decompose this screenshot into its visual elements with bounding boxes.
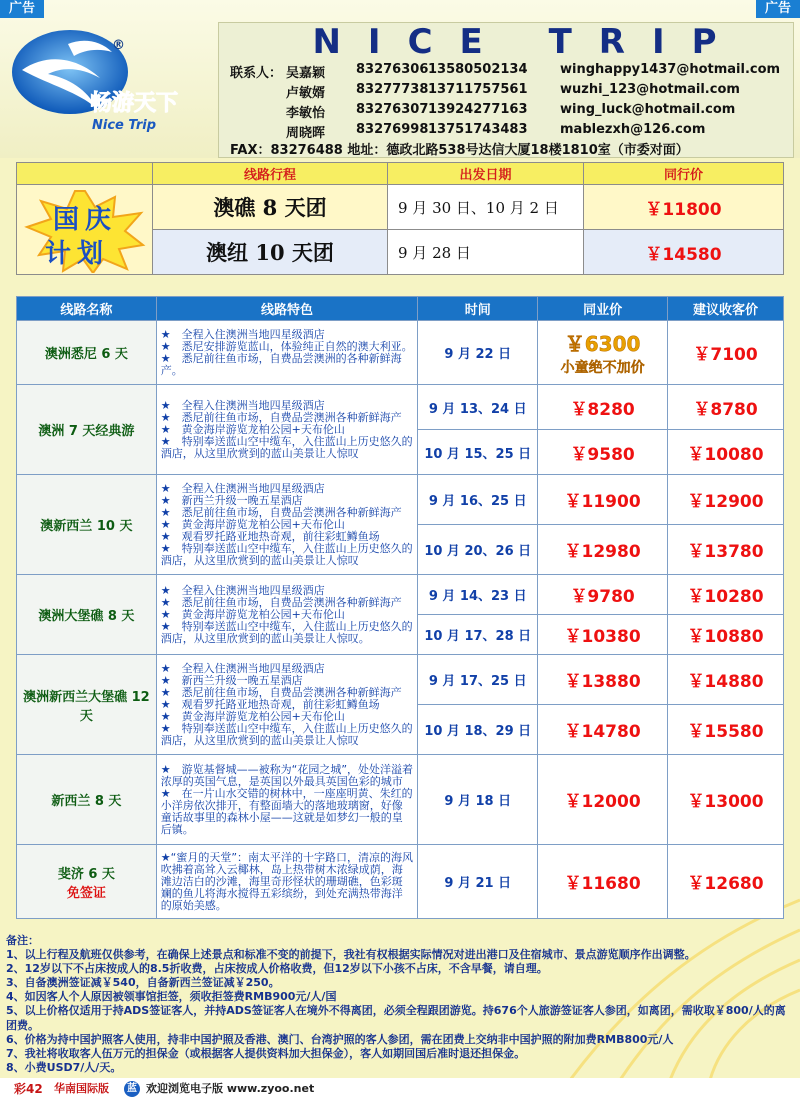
national-day-table (16, 162, 784, 275)
route-name-cell (17, 475, 157, 575)
feature-item: ★ 特别奉送蓝山空中缆车，入住蓝山上历史悠久的酒店，从这里欣赏到的蓝山美景让人惊叹 (160, 434, 413, 460)
departure-time: 10 月 17、28 日 (418, 615, 538, 655)
trade-price: ￥14780 (538, 705, 668, 755)
departure-time: 9 月 18 日 (418, 755, 538, 845)
departure-time: 9 月 17、25 日 (418, 655, 538, 705)
feature-item: ★ 黄金海岸游览龙柏公园+天布伦山 (160, 709, 345, 723)
contact-name: 周晓晖 (286, 126, 326, 141)
route-name: 新西兰 8 天 (51, 794, 122, 809)
trade-price: ￥9780 (538, 575, 668, 615)
feature-item: ★ 悉尼前往鱼市场，自费品尝澳洲的各种新鲜海产。 (160, 351, 402, 377)
route-name-cell (17, 655, 157, 755)
departure-time: 9 月 22 日 (418, 321, 538, 385)
contact-tel: 83276307 (356, 102, 429, 117)
nd-route-1: 澳礁 8 天团 (153, 185, 388, 230)
departure-time: 10 月 20、26 日 (418, 525, 538, 575)
header-date: 出发日期 (388, 163, 584, 185)
feature-item: ★ 黄金海岸游览龙柏公园+天布伦山 (160, 422, 345, 436)
nd-price-2: ￥14580 (584, 230, 784, 275)
contact-mobile: 13924277163 (428, 102, 528, 117)
note-item: 7、我社将收取客人伍万元的担保金（或根据客人提供资料加大担保金），客人如期回国后准时退还担保金。 (6, 1046, 526, 1060)
contact-name: 李敏怡 (286, 106, 326, 121)
feature-item: ★ 黄金海岸游览龙柏公园+天布伦山 (160, 517, 345, 531)
retail-price: ￥12680 (668, 845, 784, 919)
notes-title: 备注： (6, 934, 39, 947)
footer-logo: 蓝 (124, 1081, 140, 1097)
page-footer (0, 1078, 800, 1100)
route-name: 斐济 6 天 (57, 866, 115, 882)
feature-item: ★ 黄金海岸游览龙柏公园+天布伦山 (160, 607, 345, 621)
route-name-cell (17, 845, 157, 919)
feature-item: ★ 全程入住澳洲当地四星级酒店 (160, 327, 325, 341)
brand-name-sub: Nice Trip (92, 118, 156, 133)
note-item: 1、以上行程及航班仅供参考，在确保上述景点和标准不变的前提下，我社有权根据实际情况对进出港口及住宿城市、景点游览顺序作出调整。 (6, 948, 696, 962)
contact-tel: 83276306 (356, 62, 429, 77)
trade-price: ￥6300 (564, 332, 641, 356)
header-price: 同行价 (584, 163, 784, 185)
nd-date-1: 9 月 30 日、10 月 2 日 (388, 185, 584, 230)
contact-row (230, 122, 790, 141)
feature-item: ★ 特别奉送蓝山空中缆车，入住蓝山上历史悠久的酒店，从这里欣赏到的蓝山美景让人惊叹 (160, 541, 413, 567)
badge-line-2: 计划 (45, 239, 110, 269)
trade-price: ￥13880 (538, 655, 668, 705)
route-name: 澳洲大堡礁 8 天 (38, 609, 135, 624)
table-row (17, 385, 784, 430)
contact-email[interactable]: wuzhi_123@hotmail.com (560, 82, 740, 97)
trade-price: ￥12000 (538, 755, 668, 845)
departure-time: 9 月 21 日 (418, 845, 538, 919)
feature-item: ★ 观看罗托路亚地热奇观，前往彩虹鳟鱼场 (160, 697, 380, 711)
table-row (17, 755, 784, 845)
feature-item: ★ 全程入住澳洲当地四星级酒店 (160, 398, 325, 412)
feature-item: ★ 悉尼安排游览蓝山，体验纯正自然的澳大利亚。 (160, 339, 413, 353)
national-day-badge (17, 185, 153, 275)
route-features (156, 475, 418, 575)
trade-price: ￥9580 (538, 430, 668, 475)
badge-line-1: 国庆 (53, 205, 118, 235)
table-row (17, 845, 784, 919)
note-item: 8、小费USD7/人/天。 (6, 1060, 122, 1074)
footer-text: 欢迎浏览电子版 www.zyoo.net (146, 1082, 315, 1095)
contact-row (230, 82, 790, 101)
header-time: 时间 (418, 297, 538, 321)
contact-email[interactable]: wing_luck@hotmail.com (560, 102, 736, 117)
notes-section (6, 934, 796, 1075)
nd-date-2: 9 月 28 日 (388, 230, 584, 275)
feature-item: ★ 在一片山水交错的树林中，一座座明黄、朱红的小洋房依次排开，有整面墙大的落地玻璃窗，好像童话故事里的森林小屋——这就是如梦幻一般的皇后镇。 (160, 786, 413, 836)
feature-item: ★ 悉尼前往鱼市场，自费品尝澳洲各种新鲜海产 (160, 410, 402, 424)
departure-time: 9 月 14、23 日 (418, 575, 538, 615)
note-item: 4、如因客人个人原因被领事馆拒签，须收拒签费RMB900元/人/国 (6, 990, 337, 1004)
contact-tel: 83276998 (356, 122, 429, 137)
retail-price: ￥13000 (668, 755, 784, 845)
contact-email[interactable]: winghappy1437@hotmail.com (560, 62, 781, 77)
table-row (17, 655, 784, 705)
route-features (156, 655, 418, 755)
feature-item: ★ 悉尼前往鱼市场，自费品尝澳洲各种新鲜海产 (160, 685, 402, 699)
route-name-note: 免签证 (66, 885, 106, 901)
header-trade-price: 同业价 (538, 297, 668, 321)
route-features (156, 845, 418, 919)
note-item: 6、价格为持中国护照客人使用，持非中国护照及香港、澳门、台湾护照的客人参团，需在团费上交纳非中国护照的附加费RMB800元/人 (6, 1032, 674, 1046)
brand-logo (8, 28, 208, 150)
retail-price: ￥7100 (668, 321, 784, 385)
trade-price-note: 小童绝不加价 (560, 360, 645, 376)
route-name-cell (17, 385, 157, 475)
nd-price-1: ￥11800 (584, 185, 784, 230)
contact-row (230, 62, 790, 81)
retail-price: ￥10880 (668, 615, 784, 655)
route-features (156, 575, 418, 655)
route-name-cell (17, 755, 157, 845)
departure-time: 10 月 18、29 日 (418, 705, 538, 755)
header-route: 线路行程 (153, 163, 388, 185)
contacts-label: 联系人： (230, 66, 283, 81)
contact-mobile: 13580502134 (428, 62, 528, 77)
feature-item: ★“蜜月的天堂”：南太平洋的十字路口，清凉的海风吹拂着高耸入云椰林，岛上热带树木浓绿成荫，海滩边洁白的沙滩，海里奇形怪状的珊瑚礁，色彩斑斓的鱼儿将海水搅得五彩缤纷，到处充满热带海洋的原始美感。 (160, 850, 414, 912)
brand-title: NICE TRIP (312, 22, 744, 62)
contact-name: 卢敏婿 (286, 86, 326, 101)
note-item: 3、自备澳洲签证减￥540，自备新西兰签证减￥250。 (6, 976, 280, 990)
retail-price: ￥14880 (668, 655, 784, 705)
contact-mobile: 13751743483 (428, 122, 528, 137)
route-features (156, 385, 418, 475)
feature-item: ★ 全程入住澳洲当地四星级酒店 (160, 481, 325, 495)
retail-price: ￥10080 (668, 430, 784, 475)
header-features: 线路特色 (156, 297, 418, 321)
departure-time: 10 月 15、25 日 (418, 430, 538, 475)
ad-label-right: 广告 (756, 0, 800, 18)
notes-list (6, 948, 796, 1075)
route-name-cell (17, 321, 157, 385)
table-row (17, 575, 784, 615)
ad-label-left: 广告 (0, 0, 44, 18)
route-name: 澳洲悉尼 6 天 (44, 347, 128, 362)
contact-tel: 83277738 (356, 82, 429, 97)
note-item: 2、12岁以下不占床按成人的8.5折收费，占床按成人价格收费，但12岁以下小孩不占床，不含早餐，请自理。 (6, 962, 548, 976)
header-retail-price: 建议收客价 (668, 297, 784, 321)
departure-time: 9 月 16、25 日 (418, 475, 538, 525)
route-name: 澳洲新西兰大堡礁 12 天 (23, 689, 150, 724)
feature-item: ★ 游览基督城——被称为“花园之城”，处处洋溢着浓厚的英国气息，是英国以外最具英国色彩的城市 (160, 762, 414, 788)
trade-price-special (538, 321, 668, 385)
contact-email[interactable]: mablezxh@126.com (560, 122, 706, 137)
note-item: 5、以上价格仅适用于持ADS签证客人，并持ADS签证客人在境外不得离团，必须全程跟团游览。持676个人旅游签证客人参团，如离团，需收取￥800/人的离团费。 (6, 1004, 786, 1032)
contact-mobile: 13711757561 (428, 82, 528, 97)
feature-item: ★ 新西兰升级一晚五星酒店 (160, 673, 303, 687)
footer-publication: 华南国际版 (54, 1082, 109, 1095)
feature-item: ★ 特别奉送蓝山空中缆车，入住蓝山上历史悠久的酒店，从这里欣赏到的蓝山美景让人惊叹 (160, 721, 413, 747)
trade-price: ￥12980 (538, 525, 668, 575)
trade-price: ￥11680 (538, 845, 668, 919)
route-name: 澳洲 7 天经典游 (38, 424, 135, 439)
route-name-cell (17, 575, 157, 655)
feature-item: ★ 全程入住澳洲当地四星级酒店 (160, 583, 325, 597)
retail-price: ￥13780 (668, 525, 784, 575)
trade-price: ￥11900 (538, 475, 668, 525)
trade-price: ￥10380 (538, 615, 668, 655)
trade-price: ￥8280 (538, 385, 668, 430)
feature-item: ★ 悉尼前往鱼市场，自费品尝澳洲各种新鲜海产 (160, 595, 402, 609)
brand-name-cn: 畅游天下 (90, 91, 179, 116)
route-features (156, 321, 418, 385)
footer-page-number: 彩42 (14, 1082, 43, 1096)
fax-address: FAX：83276488 地址：德政北路538号达信大厦18楼1810室（市委对面） (230, 143, 689, 158)
contact-name: 吴嘉颖 (286, 66, 326, 81)
table-row (17, 475, 784, 525)
table-row (17, 321, 784, 385)
feature-item: ★ 全程入住澳洲当地四星级酒店 (160, 661, 325, 675)
retail-price: ￥15580 (668, 705, 784, 755)
table-row (17, 185, 784, 230)
feature-item: ★ 观看罗托路亚地热奇观，前往彩虹鳟鱼场 (160, 529, 380, 543)
route-name: 澳新西兰 10 天 (40, 519, 133, 534)
retail-price: ￥8780 (668, 385, 784, 430)
badge-header-cell (17, 163, 153, 185)
retail-price: ￥10280 (668, 575, 784, 615)
retail-price: ￥12900 (668, 475, 784, 525)
feature-item: ★ 悉尼前往鱼市场，自费品尝澳洲各种新鲜海产 (160, 505, 402, 519)
route-features (156, 755, 418, 845)
feature-item: ★ 新西兰升级一晚五星酒店 (160, 493, 303, 507)
contact-row (230, 102, 790, 121)
header-route-name: 线路名称 (17, 297, 157, 321)
routes-table (16, 296, 784, 919)
departure-time: 9 月 13、24 日 (418, 385, 538, 430)
nd-route-2: 澳纽 10 天团 (153, 230, 388, 275)
registered-mark: ® (112, 38, 125, 53)
feature-item: ★ 特别奉送蓝山空中缆车，入住蓝山上历史悠久的酒店，从这里欣赏到的蓝山美景让人惊叹。 (160, 619, 413, 645)
